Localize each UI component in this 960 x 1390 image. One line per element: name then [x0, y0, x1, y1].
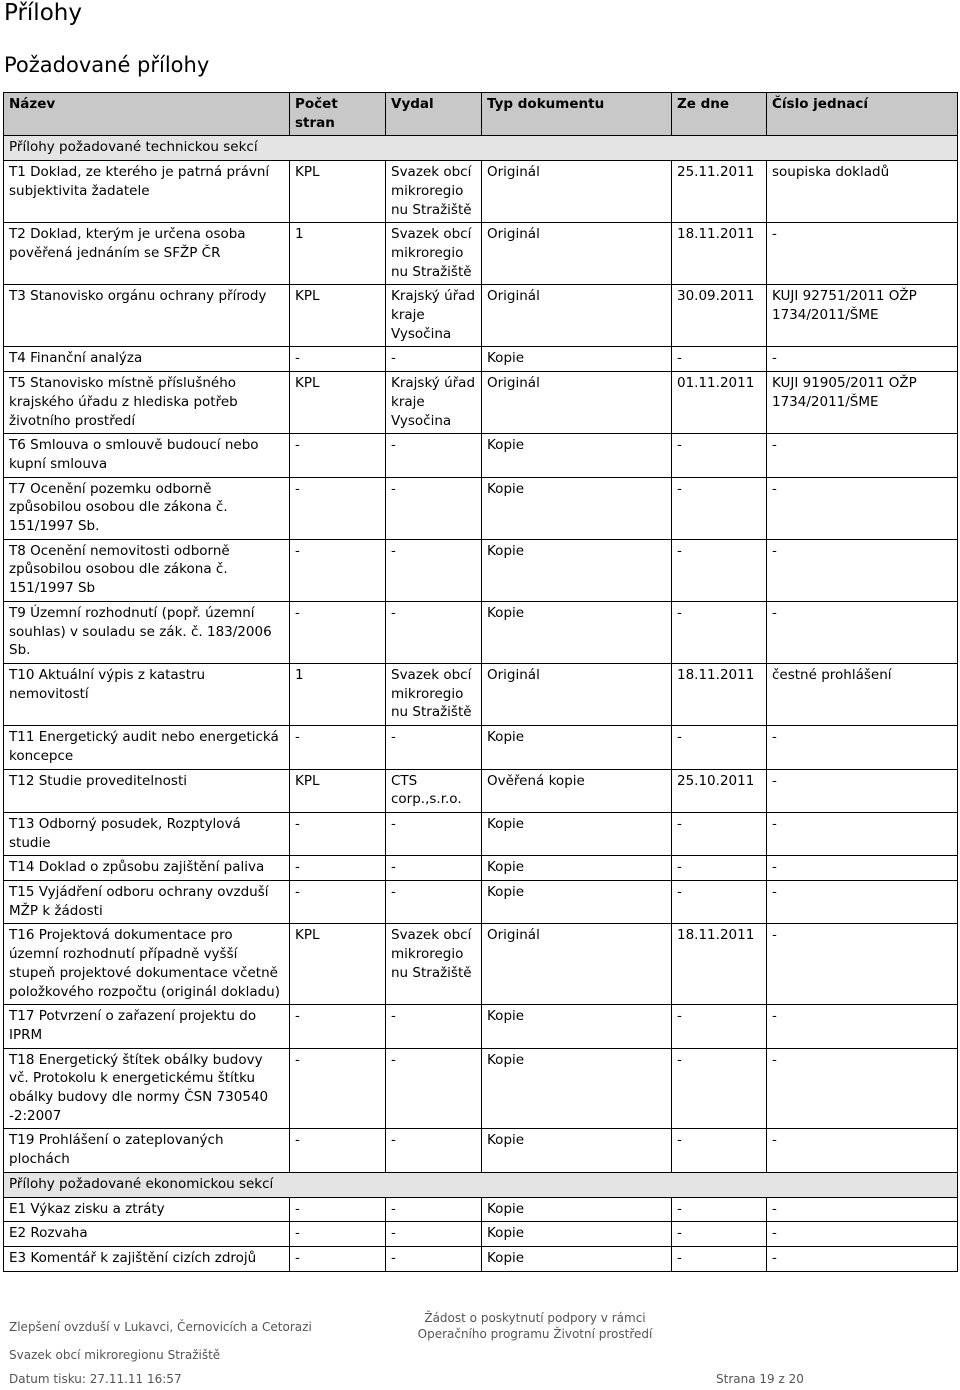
- table-row: [4, 601, 958, 663]
- cell-pages: 1: [290, 223, 386, 285]
- cell-doc-type: Kopie: [482, 881, 672, 924]
- cell-doc-type: Kopie: [482, 812, 672, 855]
- cell-name: T1 Doklad, ze kterého je patrná právní subjektivita žadatele: [4, 161, 290, 223]
- cell-date: 18.11.2011: [672, 223, 767, 285]
- cell-date: -: [672, 1246, 767, 1271]
- cell-name: T16 Projektová dokumentace pro územní rozhodnutí případně vyšší stupeň projektové dokumentace včetně položkového rozpočtu (originál dokladu): [4, 924, 290, 1005]
- table-row: [4, 372, 958, 434]
- section-row-economic: [4, 1172, 958, 1197]
- footer-organization: Svazek obcí mikroregionu Stražiště: [9, 1348, 221, 1362]
- table-row: [4, 663, 958, 725]
- cell-pages: -: [290, 1197, 386, 1222]
- cell-ref-number: -: [767, 726, 958, 769]
- table-row: [4, 856, 958, 881]
- cell-name: T3 Stanovisko orgánu ochrany přírody: [4, 285, 290, 347]
- table-row: [4, 812, 958, 855]
- cell-doc-type: Kopie: [482, 434, 672, 477]
- table-row: [4, 161, 958, 223]
- cell-date: -: [672, 881, 767, 924]
- cell-issuer: -: [386, 1197, 482, 1222]
- cell-doc-type: Kopie: [482, 539, 672, 601]
- table-row: [4, 434, 958, 477]
- table-row: [4, 539, 958, 601]
- table-row: [4, 1246, 958, 1271]
- table-row: [4, 1222, 958, 1247]
- cell-date: -: [672, 1129, 767, 1172]
- cell-name: T14 Doklad o způsobu zajištění paliva: [4, 856, 290, 881]
- table-row: [4, 924, 958, 1005]
- cell-pages: -: [290, 1246, 386, 1271]
- cell-doc-type: Ověřená kopie: [482, 769, 672, 812]
- cell-ref-number: -: [767, 347, 958, 372]
- cell-pages: -: [290, 812, 386, 855]
- cell-pages: -: [290, 1222, 386, 1247]
- cell-pages: 1: [290, 663, 386, 725]
- cell-ref-number: -: [767, 1222, 958, 1247]
- cell-name: T10 Aktuální výpis z katastru nemovitostí: [4, 663, 290, 725]
- cell-issuer: -: [386, 477, 482, 539]
- cell-ref-number: -: [767, 539, 958, 601]
- cell-ref-number: -: [767, 1005, 958, 1048]
- cell-pages: KPL: [290, 924, 386, 1005]
- cell-ref-number: KUJI 92751/2011 OŽP 1734/2011/ŠME: [767, 285, 958, 347]
- column-header-ref-number: Číslo jednací: [767, 93, 958, 136]
- cell-doc-type: Originál: [482, 161, 672, 223]
- section-row-technical: [4, 136, 958, 161]
- cell-issuer: -: [386, 1222, 482, 1247]
- cell-pages: -: [290, 347, 386, 372]
- cell-pages: KPL: [290, 372, 386, 434]
- table-row: [4, 347, 958, 372]
- cell-doc-type: Kopie: [482, 601, 672, 663]
- cell-name: T2 Doklad, kterým je určena osoba pověřená jednáním se SFŽP ČR: [4, 223, 290, 285]
- cell-ref-number: -: [767, 1197, 958, 1222]
- cell-ref-number: -: [767, 812, 958, 855]
- cell-date: -: [672, 1197, 767, 1222]
- cell-date: -: [672, 477, 767, 539]
- cell-doc-type: Kopie: [482, 1005, 672, 1048]
- cell-name: T6 Smlouva o smlouvě budoucí nebo kupní smlouva: [4, 434, 290, 477]
- cell-issuer: -: [386, 1246, 482, 1271]
- section-heading: Požadované přílohy: [4, 53, 210, 77]
- column-header-doc-type: Typ dokumentu: [482, 93, 672, 136]
- cell-issuer: Svazek obcí mikroregio nu Stražiště: [386, 161, 482, 223]
- page-title: Přílohy: [4, 0, 82, 26]
- cell-name: T4 Finanční analýza: [4, 347, 290, 372]
- cell-name: E1 Výkaz zisku a ztráty: [4, 1197, 290, 1222]
- cell-name: E3 Komentář k zajištění cizích zdrojů: [4, 1246, 290, 1271]
- cell-doc-type: Kopie: [482, 1246, 672, 1271]
- cell-date: -: [672, 1222, 767, 1247]
- cell-date: 18.11.2011: [672, 924, 767, 1005]
- cell-issuer: Krajský úřad kraje Vysočina: [386, 285, 482, 347]
- cell-date: -: [672, 812, 767, 855]
- cell-doc-type: Kopie: [482, 1222, 672, 1247]
- cell-date: -: [672, 347, 767, 372]
- cell-issuer: CTS corp.,s.r.o.: [386, 769, 482, 812]
- cell-issuer: -: [386, 539, 482, 601]
- cell-pages: -: [290, 601, 386, 663]
- cell-issuer: Svazek obcí mikroregio nu Stražiště: [386, 924, 482, 1005]
- cell-name: T15 Vyjádření odboru ochrany ovzduší MŽP k žádosti: [4, 881, 290, 924]
- cell-doc-type: Originál: [482, 372, 672, 434]
- cell-issuer: -: [386, 1048, 482, 1129]
- table-row: [4, 477, 958, 539]
- cell-name: T11 Energetický audit nebo energetická koncepce: [4, 726, 290, 769]
- cell-date: 25.11.2011: [672, 161, 767, 223]
- column-header-date: Ze dne: [672, 93, 767, 136]
- attachments-table: [3, 92, 958, 1272]
- cell-ref-number: -: [767, 1246, 958, 1271]
- table-row: [4, 1197, 958, 1222]
- table-row: [4, 285, 958, 347]
- section-label: Přílohy požadované technickou sekcí: [4, 136, 958, 161]
- cell-date: -: [672, 726, 767, 769]
- footer-request-line2: Operačního programu Životní prostředí: [417, 1327, 653, 1341]
- cell-issuer: -: [386, 1129, 482, 1172]
- cell-doc-type: Originál: [482, 223, 672, 285]
- cell-pages: KPL: [290, 769, 386, 812]
- cell-pages: -: [290, 1005, 386, 1048]
- cell-name: T17 Potvrzení o zařazení projektu do IPRM: [4, 1005, 290, 1048]
- cell-ref-number: -: [767, 601, 958, 663]
- cell-name: T19 Prohlášení o zateplovaných plochách: [4, 1129, 290, 1172]
- cell-pages: -: [290, 1129, 386, 1172]
- table-header-row: [4, 93, 958, 136]
- cell-pages: -: [290, 1048, 386, 1129]
- cell-date: -: [672, 434, 767, 477]
- table-row: [4, 1005, 958, 1048]
- cell-pages: KPL: [290, 285, 386, 347]
- cell-pages: -: [290, 477, 386, 539]
- cell-name: E2 Rozvaha: [4, 1222, 290, 1247]
- cell-ref-number: -: [767, 1048, 958, 1129]
- cell-issuer: -: [386, 347, 482, 372]
- cell-ref-number: -: [767, 223, 958, 285]
- cell-ref-number: -: [767, 769, 958, 812]
- cell-doc-type: Kopie: [482, 477, 672, 539]
- cell-date: 18.11.2011: [672, 663, 767, 725]
- cell-doc-type: Kopie: [482, 726, 672, 769]
- cell-issuer: Svazek obcí mikroregio nu Stražiště: [386, 223, 482, 285]
- cell-doc-type: Kopie: [482, 1197, 672, 1222]
- cell-doc-type: Kopie: [482, 347, 672, 372]
- cell-name: T18 Energetický štítek obálky budovy vč. Protokolu k energetickému štítku obálky budovy dle normy ČSN 730540 -2:2007: [4, 1048, 290, 1129]
- cell-date: 30.09.2011: [672, 285, 767, 347]
- cell-pages: -: [290, 881, 386, 924]
- cell-ref-number: -: [767, 856, 958, 881]
- cell-name: T12 Studie proveditelnosti: [4, 769, 290, 812]
- cell-date: -: [672, 539, 767, 601]
- cell-ref-number: -: [767, 477, 958, 539]
- cell-issuer: -: [386, 812, 482, 855]
- cell-ref-number: čestné prohlášení: [767, 663, 958, 725]
- cell-issuer: Svazek obcí mikroregio nu Stražiště: [386, 663, 482, 725]
- table-row: [4, 769, 958, 812]
- footer-request-line1: Žádost o poskytnutí podpory v rámci: [424, 1311, 646, 1325]
- cell-pages: -: [290, 856, 386, 881]
- cell-issuer: -: [386, 726, 482, 769]
- cell-name: T13 Odborný posudek, Rozptylová studie: [4, 812, 290, 855]
- footer-print-date: Datum tisku: 27.11.11 16:57: [9, 1372, 182, 1386]
- cell-ref-number: -: [767, 434, 958, 477]
- cell-ref-number: -: [767, 881, 958, 924]
- cell-issuer: Krajský úřad kraje Vysočina: [386, 372, 482, 434]
- cell-issuer: -: [386, 434, 482, 477]
- column-header-name: Název: [4, 93, 290, 136]
- cell-issuer: -: [386, 601, 482, 663]
- cell-name: T8 Ocenění nemovitosti odborně způsobilou osobou dle zákona č. 151/1997 Sb: [4, 539, 290, 601]
- table-row: [4, 1048, 958, 1129]
- cell-ref-number: KUJI 91905/2011 OŽP 1734/2011/ŠME: [767, 372, 958, 434]
- column-header-pages: Počet stran: [290, 93, 386, 136]
- table-row: [4, 1129, 958, 1172]
- table-row: [4, 223, 958, 285]
- cell-doc-type: Kopie: [482, 1129, 672, 1172]
- cell-date: 25.10.2011: [672, 769, 767, 812]
- cell-pages: -: [290, 539, 386, 601]
- cell-issuer: -: [386, 1005, 482, 1048]
- footer-project: Zlepšení ovzduší v Lukavci, Černovicích a Cetorazi: [9, 1320, 312, 1334]
- cell-name: T5 Stanovisko místně příslušného krajského úřadu z hlediska potřeb životního prostředí: [4, 372, 290, 434]
- cell-ref-number: soupiska dokladů: [767, 161, 958, 223]
- cell-date: -: [672, 601, 767, 663]
- cell-date: -: [672, 1048, 767, 1129]
- cell-pages: -: [290, 726, 386, 769]
- cell-ref-number: -: [767, 924, 958, 1005]
- cell-doc-type: Originál: [482, 285, 672, 347]
- cell-ref-number: -: [767, 1129, 958, 1172]
- cell-issuer: -: [386, 856, 482, 881]
- section-label: Přílohy požadované ekonomickou sekcí: [4, 1172, 958, 1197]
- table-row: [4, 881, 958, 924]
- cell-name: T7 Ocenění pozemku odborně způsobilou osobou dle zákona č. 151/1997 Sb.: [4, 477, 290, 539]
- column-header-issuer: Vydal: [386, 93, 482, 136]
- cell-date: -: [672, 856, 767, 881]
- cell-doc-type: Originál: [482, 663, 672, 725]
- cell-doc-type: Originál: [482, 924, 672, 1005]
- table-row: [4, 726, 958, 769]
- cell-pages: -: [290, 434, 386, 477]
- cell-doc-type: Kopie: [482, 856, 672, 881]
- cell-issuer: -: [386, 881, 482, 924]
- footer-page-number: Strana 19 z 20: [716, 1372, 804, 1386]
- cell-name: T9 Územní rozhodnutí (popř. územní souhlas) v souladu se zák. č. 183/2006 Sb.: [4, 601, 290, 663]
- cell-doc-type: Kopie: [482, 1048, 672, 1129]
- cell-date: -: [672, 1005, 767, 1048]
- cell-date: 01.11.2011: [672, 372, 767, 434]
- cell-pages: KPL: [290, 161, 386, 223]
